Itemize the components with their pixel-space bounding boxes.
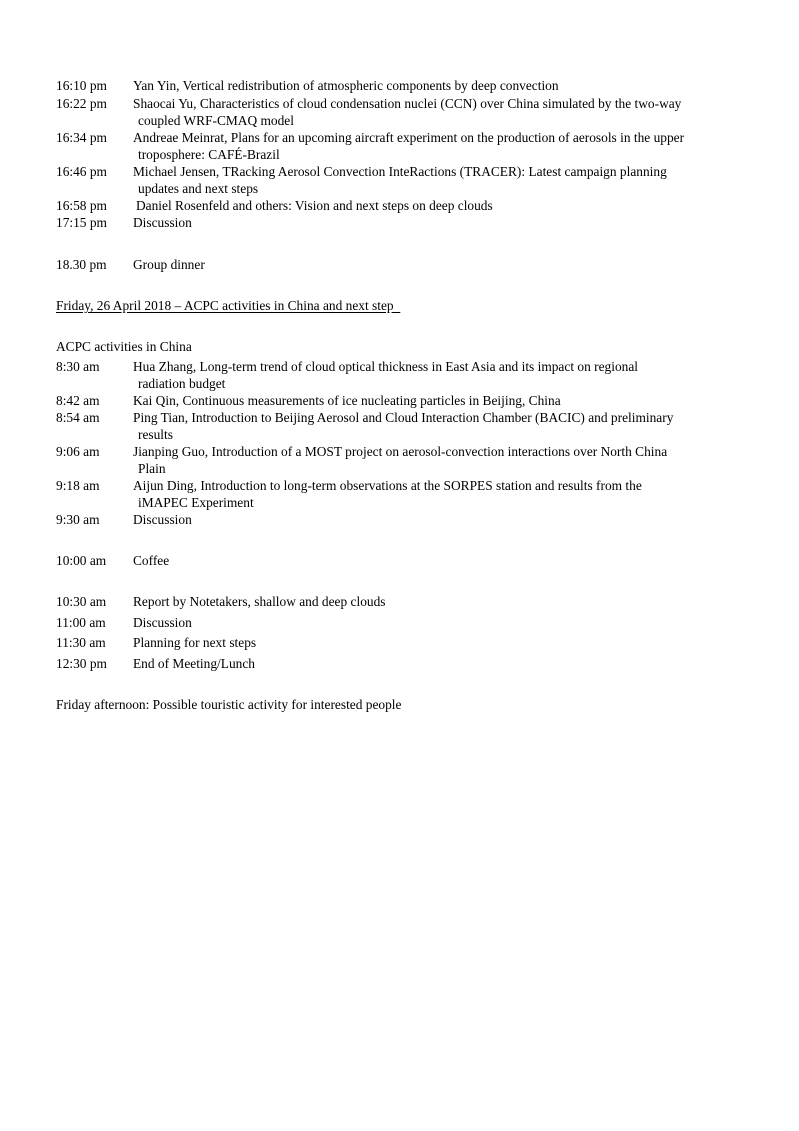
- agenda-talk: Jianping Guo, Introduction of a MOST project on aerosol-convection interactions over North China: [133, 444, 668, 459]
- agenda-item: Planning for next steps: [133, 635, 257, 650]
- agenda-time: 12:30 pm: [56, 656, 107, 671]
- agenda-talk-continued: iMAPEC Experiment: [138, 494, 254, 510]
- agenda-talk-continued: Plain: [138, 460, 166, 476]
- agenda-item: Coffee: [133, 553, 170, 568]
- agenda-talk: Discussion: [133, 215, 192, 230]
- agenda-talk: Kai Qin, Continuous measurements of ice nucleating particles in Beijing, China: [133, 393, 561, 408]
- agenda-talk-continued: radiation budget: [138, 375, 226, 391]
- agenda-time: 8:30 am: [56, 359, 100, 374]
- closing-note: Friday afternoon: Possible touristic activity for interested people: [56, 697, 402, 712]
- agenda-time: 8:54 am: [56, 410, 100, 425]
- agenda-time: 9:30 am: [56, 512, 100, 527]
- agenda-time: 11:00 am: [56, 615, 106, 630]
- agenda-talk: Andreae Meinrat, Plans for an upcoming aircraft experiment on the production of aerosols in the upper: [133, 130, 685, 145]
- agenda-time: 16:34 pm: [56, 130, 107, 145]
- agenda-time: 16:46 pm: [56, 164, 107, 179]
- agenda-talk: Yan Yin, Vertical redistribution of atmospheric components by deep convection: [133, 78, 559, 93]
- agenda-time: 11:30 am: [56, 635, 106, 650]
- agenda-item: Group dinner: [133, 257, 205, 272]
- agenda-talk-continued: results: [138, 426, 173, 442]
- agenda-time: 9:06 am: [56, 444, 100, 459]
- agenda-time: 8:42 am: [56, 393, 100, 408]
- agenda-talk: Hua Zhang, Long-term trend of cloud optical thickness in East Asia and its impact on regional: [133, 359, 638, 374]
- agenda-talk-continued: updates and next steps: [138, 180, 259, 196]
- agenda-time: 10:30 am: [56, 594, 107, 609]
- agenda-talk-continued: coupled WRF-CMAQ model: [138, 112, 294, 128]
- agenda-item: End of Meeting/Lunch: [133, 656, 255, 671]
- agenda-talk: Michael Jensen, TRacking Aerosol Convection InteRactions (TRACER): Latest campaign planning: [133, 164, 667, 179]
- agenda-time: 18.30 pm: [56, 257, 107, 272]
- agenda-time: 10:00 am: [56, 553, 107, 568]
- agenda-talk-continued: troposphere: CAFÉ-Brazil: [138, 146, 280, 162]
- agenda-item: Report by Notetakers, shallow and deep clouds: [133, 594, 386, 609]
- agenda-time: 16:22 pm: [56, 96, 107, 111]
- agenda-talk: Ping Tian, Introduction to Beijing Aerosol and Cloud Interaction Chamber (BACIC) and preliminary: [133, 410, 674, 425]
- agenda-talk: Shaocai Yu, Characteristics of cloud condensation nuclei (CCN) over China simulated by the two-way: [133, 96, 682, 111]
- agenda-time: 16:10 pm: [56, 78, 107, 93]
- agenda-talk: Aijun Ding, Introduction to long-term observations at the SORPES station and results from the: [133, 478, 642, 493]
- agenda-time: 17:15 pm: [56, 215, 107, 230]
- agenda-time: 9:18 am: [56, 478, 100, 493]
- agenda-talk: Daniel Rosenfeld and others: Vision and next steps on deep clouds: [136, 198, 493, 213]
- agenda-time: 16:58 pm: [56, 198, 107, 213]
- day-heading: Friday, 26 April 2018 – ACPC activities in China and next step: [56, 298, 394, 313]
- section-heading: ACPC activities in China: [56, 339, 192, 354]
- agenda-talk: Discussion: [133, 512, 192, 527]
- agenda-item: Discussion: [133, 615, 192, 630]
